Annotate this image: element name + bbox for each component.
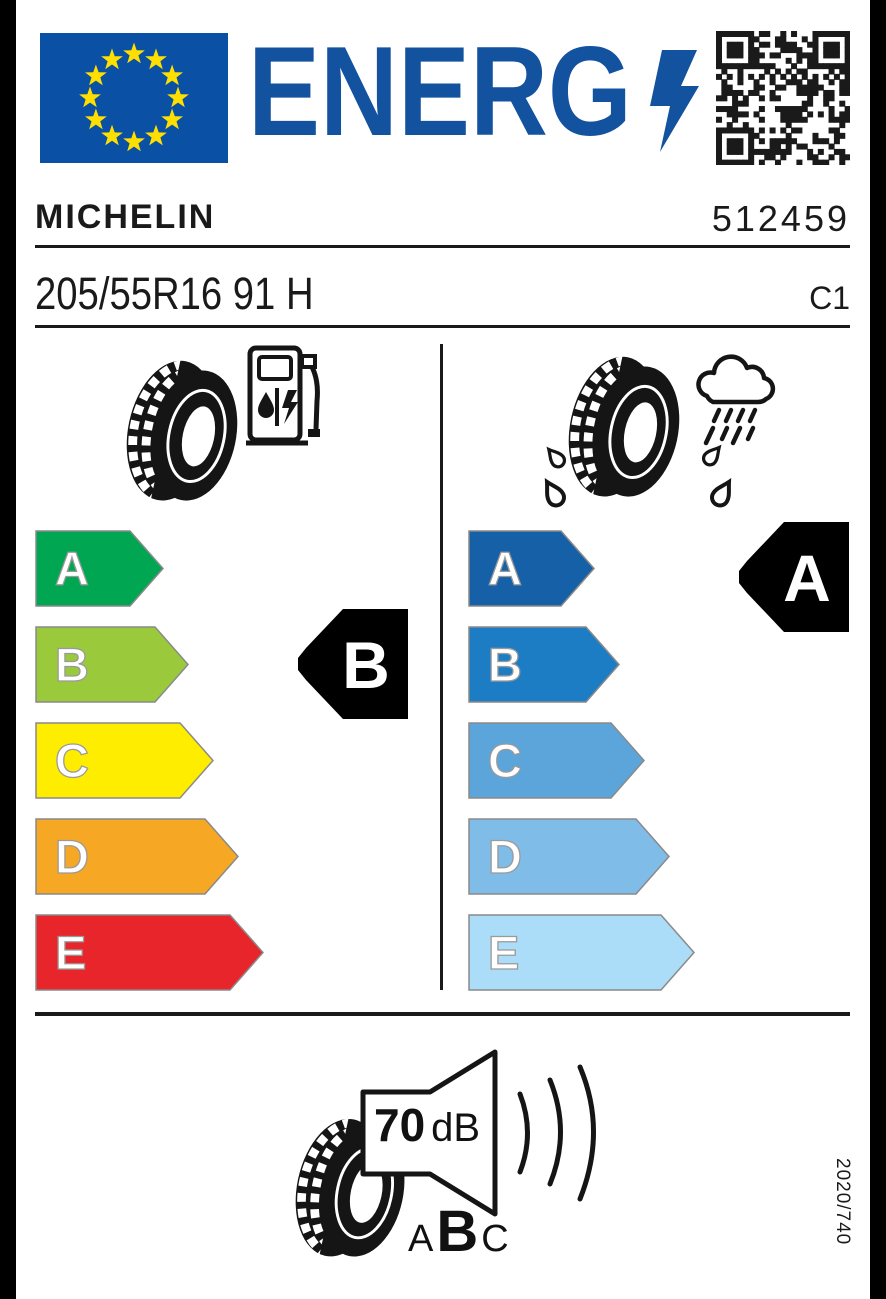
label-right-border: [870, 0, 886, 1299]
wet-grip-grade-letter: A: [488, 542, 522, 595]
fuel-efficiency-grade-letter: A: [55, 542, 89, 595]
divider-rule-bottom: [35, 1012, 850, 1016]
vehicle-class: C1: [809, 280, 850, 316]
noise-class-b-selected: B: [436, 1199, 479, 1264]
energy-logo-text: ENERG: [248, 20, 632, 162]
rain-cloud-icon: [683, 344, 779, 462]
wet-grip-grade-arrow-a: [468, 530, 596, 605]
fuel-efficiency-grade-arrow-e: [35, 914, 265, 989]
fuel-efficiency-grade-letter: E: [55, 926, 87, 979]
fuel-efficiency-grade-letter: D: [55, 830, 89, 883]
brand-name: MICHELIN: [35, 198, 216, 236]
noise-class-letters: [408, 1198, 509, 1265]
wet-grip-selected-arrow: [738, 521, 850, 638]
label-left-border: [0, 0, 16, 1299]
tyre-size: 205/55R16 91 H: [35, 268, 314, 319]
fuel-efficiency-grade-arrow-b: [35, 626, 190, 701]
divider-rule-top: [35, 245, 850, 248]
noise-class-c: C: [481, 1218, 509, 1260]
sound-waves-icon: [512, 1062, 598, 1204]
wet-grip-grade-arrow-c: [468, 722, 646, 797]
fuel-efficiency-grade-arrow-a: [35, 530, 165, 605]
fuel-efficiency-grade-arrow-c: [35, 722, 215, 797]
wet-grip-selected-letter: A: [783, 541, 831, 615]
scales-vertical-divider: [440, 344, 443, 990]
fuel-efficiency-grade-letter: B: [55, 638, 89, 691]
energy-logo: [248, 20, 700, 162]
wet-grip-grade-arrow-e: [468, 914, 696, 989]
fuel-efficiency-grade-letter: C: [55, 734, 89, 787]
regulation-reference: 2020/740: [832, 1158, 853, 1246]
fuel-efficiency-selected-letter: B: [342, 628, 390, 702]
wet-grip-grade-letter: E: [488, 926, 520, 979]
fuel-pump-icon: [246, 342, 326, 454]
fuel-efficiency-grade-arrow-d: [35, 818, 240, 893]
divider-rule-middle: [35, 325, 850, 328]
article-number: 512459: [711, 198, 850, 239]
noise-level: [374, 1098, 480, 1152]
fuel-efficiency-tyre-icon: [126, 356, 244, 512]
wet-grip-grade-arrow-d: [468, 818, 671, 893]
noise-value: 70: [374, 1099, 426, 1151]
wet-grip-grade-letter: B: [488, 638, 522, 691]
wet-grip-grade-letter: C: [488, 734, 522, 787]
eu-flag: [40, 33, 228, 163]
qr-code: [716, 31, 850, 165]
noise-class-a: A: [408, 1218, 434, 1260]
wet-grip-grade-letter: D: [488, 830, 522, 883]
lightning-bolt-icon: [648, 48, 704, 154]
wet-grip-grade-arrow-b: [468, 626, 621, 701]
fuel-efficiency-selected-arrow: [297, 608, 409, 725]
noise-unit: dB: [431, 1106, 481, 1150]
